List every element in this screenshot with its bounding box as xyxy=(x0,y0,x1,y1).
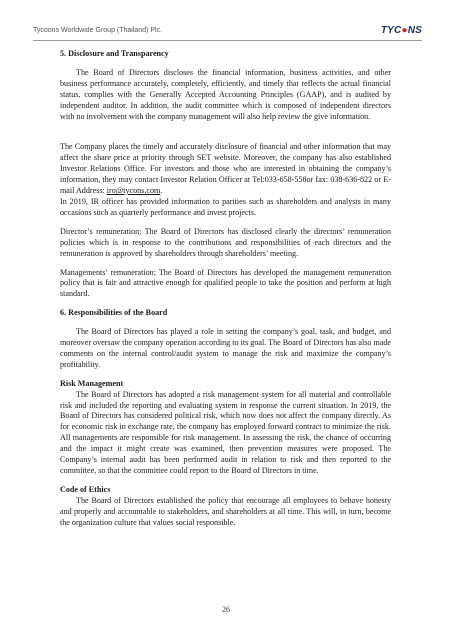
company-logo: TYC●NS xyxy=(380,25,422,36)
logo-mark-icon: ● xyxy=(401,25,408,36)
section-5-paragraph-3: In 2019, IR officer has provided information to parities such as shareholders and analysts in many occasions such as quarterly performance and invest projects. xyxy=(60,196,391,217)
header-company-name: Tycoons Worldwide Group (Thailand) Plc. xyxy=(33,27,163,34)
page-header xyxy=(33,26,422,41)
risk-management-heading: Risk Management xyxy=(60,378,124,388)
ir-email-link[interactable]: iro@tycons.com xyxy=(106,186,161,196)
section-5-paragraph-5: Managements’ remuneration; The Board of Directors has developed the management remuneration policy that is fair and attractive enough for qualified people to take the position and perform at high standard. xyxy=(60,267,391,299)
section-6-heading: 6. Responsibilities of the Board xyxy=(60,308,168,318)
code-of-ethics-paragraph: The Board of Directors established the policy that encourage all employees to behave honesty and properly and accountable to stakeholders, and shareholders at all time. This will, in turn, become the organization culture that values social responsible. xyxy=(60,495,391,527)
section-5-paragraph-2: The Company places the timely and accurately disclosure of financial and other information that may affect the share price at priority through SET website. Moreover, the company has also established Investor Relations Office. For investors and those who are interested in obtaining the company’s information, they may contact Investor Relation Officer at Tel:033-658-558or fax: 038-636-822 or E-mail Address: iro@tycons.com. xyxy=(60,142,391,196)
section-5-heading: 5. Disclosure and Transparency xyxy=(60,49,169,58)
risk-management-paragraph: The Board of Directors has adopted a risk management system for all material and controllable risk and included the reporting and evaluating system in response the current situation. In 2019, the Board of Directors has considered political risk, which now does not affect the company directly. As for economic risk in exchange rate, the company has employed forward contract to minimize the risk. All managements are responsible for risk management. In assessing the risk, the chance of occurring and the impact it might create was examined, then prevention measures were proposed. The Company’s internal audit has been performed audit in relation to risk and then reported to the committee, so that the committee could report to the Board of Directors in time. xyxy=(60,389,391,475)
section-5-paragraph-1: The Board of Directors discloses the financial information, business activities, and other business performance accurately, completely, efficiently, and timely that reflects the actual financial status, complies with the Generally Accepted Accounting Principles (GAAP), and is audited by independent auditor. In addition, the audit committee which is composed of independent directors with no involvement with the company management will also help review the give information. xyxy=(60,67,391,121)
document-body xyxy=(60,49,391,529)
section-6-paragraph-1: The Board of Directors has played a role in setting the company’s goal, task, and budget, and moreover oversaw the company operation according to its goal. The Board of Directors has also made comments on the internal control/audit system to manage the risk and maximize the company’s profitability. xyxy=(60,327,391,369)
code-of-ethics-heading: Code of Ethics xyxy=(60,484,111,494)
page-number: 26 xyxy=(222,605,230,614)
section-5-paragraph-4: Director’s remuneration; The Board of Directors has disclosed clearly the directors’ remuneration policies which is in response to the contributions and responsibilities of each directors and the remuneration is approved by shareholders through shareholders’ meeting. xyxy=(60,226,391,258)
